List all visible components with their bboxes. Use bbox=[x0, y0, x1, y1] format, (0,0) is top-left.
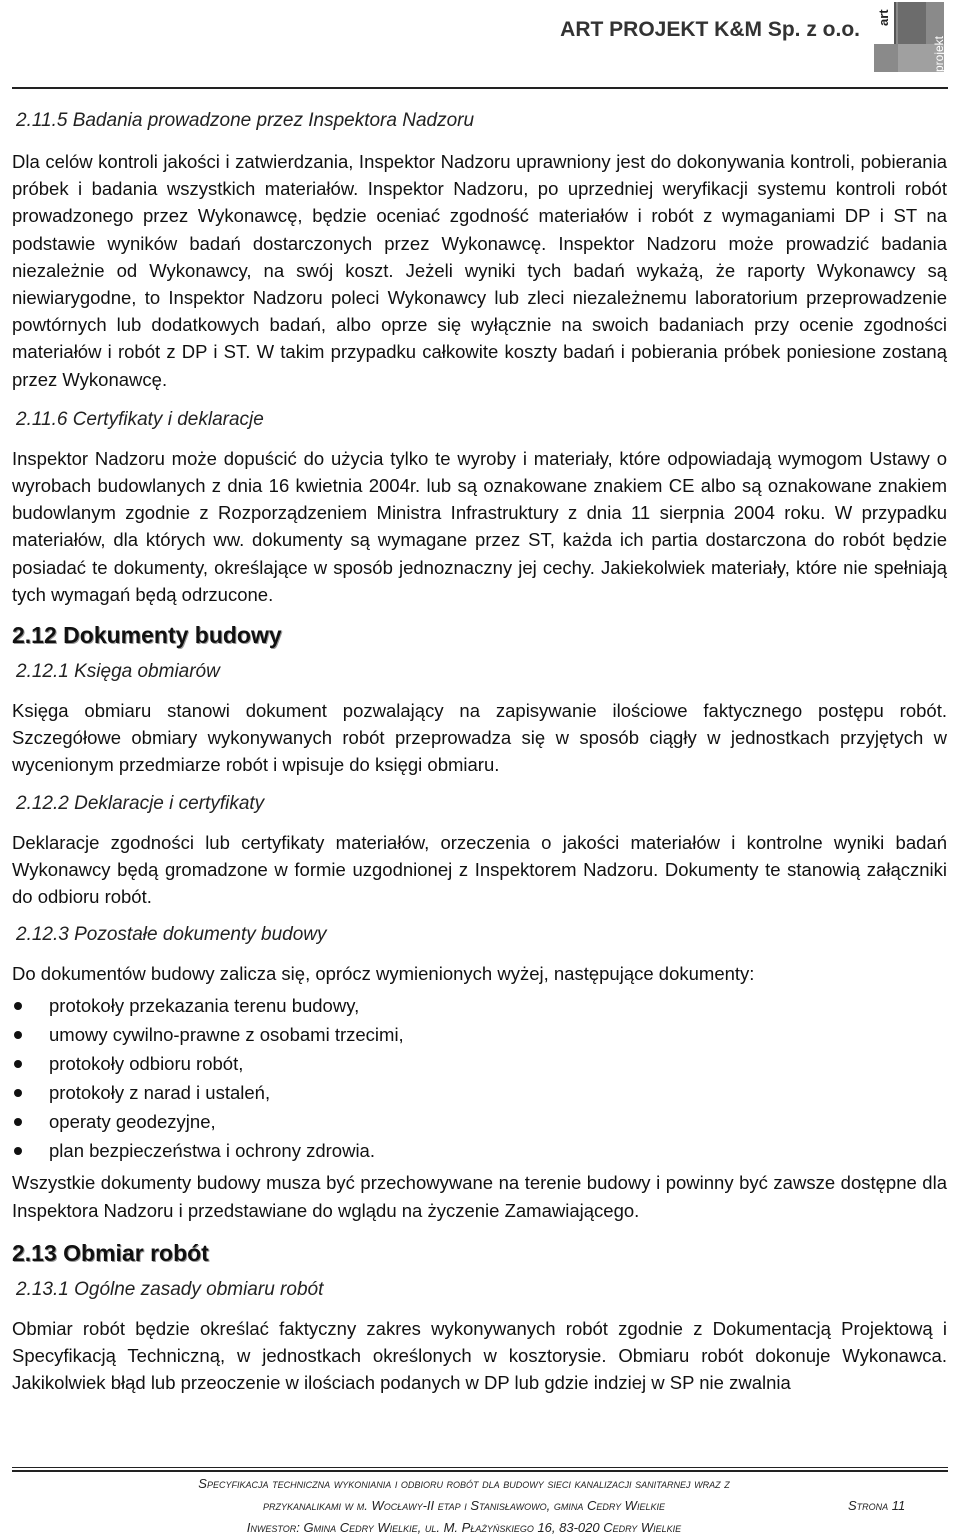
logo-text-projekt: projekt bbox=[932, 35, 946, 72]
list-item: plan bezpieczeństwa i ochrony zdrowia. bbox=[12, 1136, 947, 1165]
list-item: protokoły odbioru robót, bbox=[12, 1049, 947, 1078]
paragraph-2-12-1: Księga obmiaru stanowi dokument pozwalający na zapisywanie ilościowe faktycznego postępu robót. Szczegółowe obmiary wykonywanych robót przeprowadza się w sposób ciągły w jednostkach przyjętych w wycenionym przedmiarze robót i wpisuje do księgi obmiaru. bbox=[12, 700, 947, 776]
section-heading-2-12-3: 2.12.3 Pozostałe dokumenty budowy bbox=[16, 924, 327, 946]
list-item: protokoły przekazania terenu budowy, bbox=[12, 991, 947, 1020]
logo-text-art: art bbox=[876, 9, 891, 26]
section-heading-2-12-2: 2.12.2 Deklaracje i certyfikaty bbox=[16, 792, 265, 814]
header-rule bbox=[12, 87, 948, 89]
footer-line-2: przykanalikami w m. Wocławy-II etap i Stanisławowo, gmina Cedry Wielkie bbox=[263, 1498, 665, 1513]
paragraph-2-11-5: Dla celów kontroli jakości i zatwierdzania, Inspektor Nadzoru uprawniony jest do dokonywania kontroli, pobierania próbek i badania wszystkich materiałów. Inspektor Nadzoru, po uprzedniej weryfikacji systemu kontroli robót prowadzonego przez Wykonawcę, będzie oceniać zgodność materiałów i robót z wymaganiami DP i ST na podstawie wyników badań dostarczonych przez Wykonawcę. Inspektor Nadzoru może prowadzić badania niezależnie od Wykonawcy, na swój koszt. Jeżeli wyniki tych badań wykażą, że raporty Wykonawcy są niewiarygodne, to Inspektor Nadzoru poleci Wykonawcy lub zleci niezależnemu laboratorium przeprowadzenie powtórnych lub dodatkowych badań, albo oprze się wyłącznie na swoich badaniach przy ocenie zgodności materiałów i robót z DP i ST. W takim przypadku całkowite koszty badań i pobierania próbek poniesione zostaną przez Wykonawcę. bbox=[12, 151, 947, 390]
company-logo bbox=[874, 2, 944, 72]
documents-list bbox=[12, 991, 947, 1165]
footer-line-3: Inwestor: Gmina Cedry Wielkie, ul. M. Płażyńskiego 16, 83-020 Cedry Wielkie bbox=[246, 1520, 682, 1535]
section-heading-2-11-6: 2.11.6 Certyfikaty i deklaracje bbox=[16, 408, 264, 430]
paragraph-2-12-3-intro: Do dokumentów budowy zalicza się, oprócz wymienionych wyżej, następujące dokumenty: bbox=[12, 963, 755, 985]
paragraph-2-11-6: Inspektor Nadzoru może dopuścić do użycia tylko te wyroby i materiały, które odpowiadają wymogom Ustawy o wyrobach budowlanych z dnia 16 kwietnia 2004r. lub są oznakowane znakiem CE albo są oznakowane znakiem budowlanym zgodnie z Rozporządzeniem Ministra Infrastruktury z dnia 11 sierpnia 2004 roku. W przypadku materiałów, dla których ww. dokumenty są wymagane przez ST, każda ich partia dostarczona do robót będzie posiadać te dokumenty, określające w sposób jednoznaczny jej cechy. Jakiekolwiek materiały, które nie spełniają tych wymagań będą odrzucone. bbox=[12, 447, 947, 605]
list-item: protokoły z narad i ustaleń, bbox=[12, 1078, 947, 1107]
paragraph-2-12-2: Deklaracje zgodności lub certyfikaty materiałów, orzeczenia o jakości materiałów i kontrolne wyniki badań Wykonawcy będą gromadzone w formie uzgodnionej z Inspektorem Nadzoru. Dokumenty te stanowią załączniki do odbioru robót. bbox=[12, 831, 947, 908]
paragraph-2-13-1: Obmiar robót będzie określać faktyczny zakres wykonywanych robót zgodnie z Dokumentacją Projektową i Specyfikacją Techniczną, w jednostkach określonych w kosztorysie. Obmiaru robót dokonuje Wykonawca. Jakikolwiek błąd lub przeoczenie w ilościach podanych w DP lub gdzie indziej w SP nie zwalnia bbox=[12, 1317, 947, 1394]
footer-line-1: Specyfikacja techniczna wykoniania i odbioru robót dla budowy sieci kanalizacji sanitarnej wraz z bbox=[198, 1476, 730, 1491]
section-heading-2-12-1: 2.12.1 Księga obmiarów bbox=[16, 661, 220, 683]
chapter-heading-2-12: 2.12 Dokumenty budowy bbox=[12, 622, 282, 649]
section-heading-2-11-5: 2.11.5 Badania prowadzone przez Inspektora Nadzoru bbox=[16, 110, 475, 131]
list-item: operaty geodezyjne, bbox=[12, 1107, 947, 1136]
footer-rule-thick bbox=[12, 1470, 948, 1472]
section-heading-2-13-1: 2.13.1 Ogólne zasady obmiaru robót bbox=[16, 1278, 324, 1300]
chapter-heading-2-13: 2.13 Obmiar robót bbox=[12, 1239, 209, 1266]
page-number: Strona 11 bbox=[848, 1498, 906, 1513]
list-item: umowy cywilno-prawne z osobami trzecimi, bbox=[12, 1020, 947, 1049]
footer-rule-thin bbox=[12, 1467, 948, 1468]
company-name: ART PROJEKT K&M Sp. z o.o. bbox=[560, 18, 860, 41]
paragraph-2-12-3-outro: Wszystkie dokumenty budowy musza być przechowywane na terenie budowy i powinny być zawsze dostępne dla Inspektora Nadzoru i przedstawiane do wglądu na życzenie Zamawiającego. bbox=[12, 1172, 947, 1221]
main-content bbox=[12, 106, 947, 1396]
